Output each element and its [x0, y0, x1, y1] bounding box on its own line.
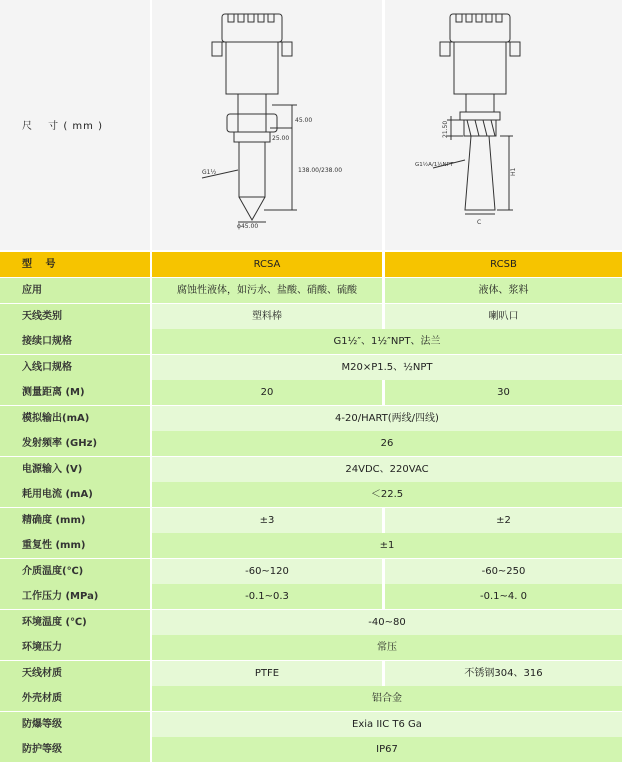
row-label: 发射频率 (GHz): [0, 431, 150, 456]
table-row: [0, 482, 622, 507]
row-value-rcsb: 液体、浆料: [385, 278, 622, 303]
row-value-rcsa: 塑料棒: [152, 304, 382, 329]
table-row: [0, 406, 622, 431]
row-label: 模拟输出(mA): [0, 406, 150, 431]
row-value-rcsa: PTFE: [152, 661, 382, 686]
row-label: 重复性 (mm): [0, 533, 150, 558]
table-row: [0, 508, 622, 533]
rcsa-dim-total: 138.00/238.00: [298, 167, 343, 174]
table-row: [0, 533, 622, 558]
rcsb-bottom: C: [477, 219, 482, 226]
rcsa-dim-45: 45.00: [295, 117, 313, 124]
row-value-rcsa: ±3: [152, 508, 382, 533]
row-label: 介质温度(℃): [0, 559, 150, 584]
rcsb-cap: [450, 14, 510, 42]
row-label: 天线类别: [0, 304, 150, 329]
rcsa-gland-right: [282, 42, 292, 56]
drawing-rcsa: [152, 0, 382, 250]
row-value-rcsb: ±2: [385, 508, 622, 533]
row-label: 防爆等级: [0, 712, 150, 737]
row-value-rcsb: 喇叭口: [385, 304, 622, 329]
row-value-rcsb: 不锈钢304、316: [385, 661, 622, 686]
row-value-shared: 24VDC、220VAC: [152, 457, 622, 482]
table-row: [0, 278, 622, 303]
table-header-row: [0, 252, 622, 277]
rcsb-height: H1: [510, 167, 517, 176]
rcsb-dim-21: 21.50: [442, 120, 449, 138]
row-label: 工作压力 (MPa): [0, 584, 150, 609]
table-row: [0, 712, 622, 737]
row-label: 环境压力: [0, 635, 150, 660]
table-row: [0, 661, 622, 686]
row-value-shared: G1½″、1½″NPT、法兰: [152, 329, 622, 354]
rcsb-flange: [460, 112, 500, 120]
rcsb-thread-label: G1½A/1½NPT: [415, 162, 454, 168]
table-row: [0, 584, 622, 609]
row-value-rcsb: 30: [385, 380, 622, 405]
row-value-shared: Exia IIC T6 Ga: [152, 712, 622, 737]
rcsa-dim-25: 25.00: [272, 135, 290, 142]
row-value-rcsa: 腐蚀性液体，如污水、盐酸、硝酸、硫酸: [152, 278, 382, 303]
row-value-rcsa: -0.1~0.3: [152, 584, 382, 609]
dimension-label: 尺 寸 ( mm ): [22, 121, 103, 132]
table-row: [0, 610, 622, 635]
row-value-shared: 常压: [152, 635, 622, 660]
rcsb-housing: [454, 42, 506, 94]
row-label: 外壳材质: [0, 686, 150, 711]
rcsa-neck: [238, 94, 266, 114]
row-label: 应用: [0, 278, 150, 303]
header-model-b: RCSB: [385, 252, 622, 277]
table-row: [0, 737, 622, 762]
row-value-shared: 铝合金: [152, 686, 622, 711]
table-row: [0, 355, 622, 380]
table-row: [0, 457, 622, 482]
row-label: 入线口规格: [0, 355, 150, 380]
rcsb-gland-right: [510, 42, 520, 56]
rcsa-rod: [239, 142, 265, 197]
row-value-shared: M20×P1.5、½NPT: [152, 355, 622, 380]
table-row: [0, 559, 622, 584]
row-label: 防护等级: [0, 737, 150, 762]
table-row: [0, 304, 622, 329]
rcsb-horn: [465, 136, 495, 210]
row-label: 电源输入 (V): [0, 457, 150, 482]
header-model-a: RCSA: [152, 252, 382, 277]
row-value-rcsa: -60~120: [152, 559, 382, 584]
row-value-shared: IP67: [152, 737, 622, 762]
row-label: 环境温度 (℃): [0, 610, 150, 635]
rcsb-neck: [466, 94, 494, 112]
table-row: [0, 329, 622, 354]
rcsb-gland-left: [440, 42, 450, 56]
row-value-shared: ＜22.5: [152, 482, 622, 507]
rcsa-rod-tip: [239, 197, 265, 220]
row-value-shared: 4-20/HART(两线/四线): [152, 406, 622, 431]
rcsa-diameter: ϕ45.00: [237, 223, 259, 230]
table-row: [0, 380, 622, 405]
table-row: [0, 431, 622, 456]
header-label: 型 号: [0, 252, 150, 277]
row-label: 天线材质: [0, 661, 150, 686]
drawing-rcsb: [385, 0, 622, 250]
rcsa-nut: [227, 114, 277, 132]
row-value-shared: 26: [152, 431, 622, 456]
drawing-rcsa-cell: [152, 0, 382, 250]
rcsa-thread-label: G1½: [202, 169, 217, 176]
row-label: 测量距离 (M): [0, 380, 150, 405]
row-value-rcsa: 20: [152, 380, 382, 405]
row-label: 接续口规格: [0, 329, 150, 354]
rcsa-thread: [234, 132, 270, 142]
row-value-rcsb: -0.1~4. 0: [385, 584, 622, 609]
rcsa-housing: [226, 42, 278, 94]
rcsa-cap: [222, 14, 282, 42]
drawing-rcsb-cell: [385, 0, 622, 250]
row-value-shared: ±1: [152, 533, 622, 558]
row-label: 精确度 (mm): [0, 508, 150, 533]
row-value-shared: -40~80: [152, 610, 622, 635]
rcsa-gland-left: [212, 42, 222, 56]
row-value-rcsb: -60~250: [385, 559, 622, 584]
table-row: [0, 635, 622, 660]
row-label: 耗用电流 (mA): [0, 482, 150, 507]
table-row: [0, 686, 622, 711]
